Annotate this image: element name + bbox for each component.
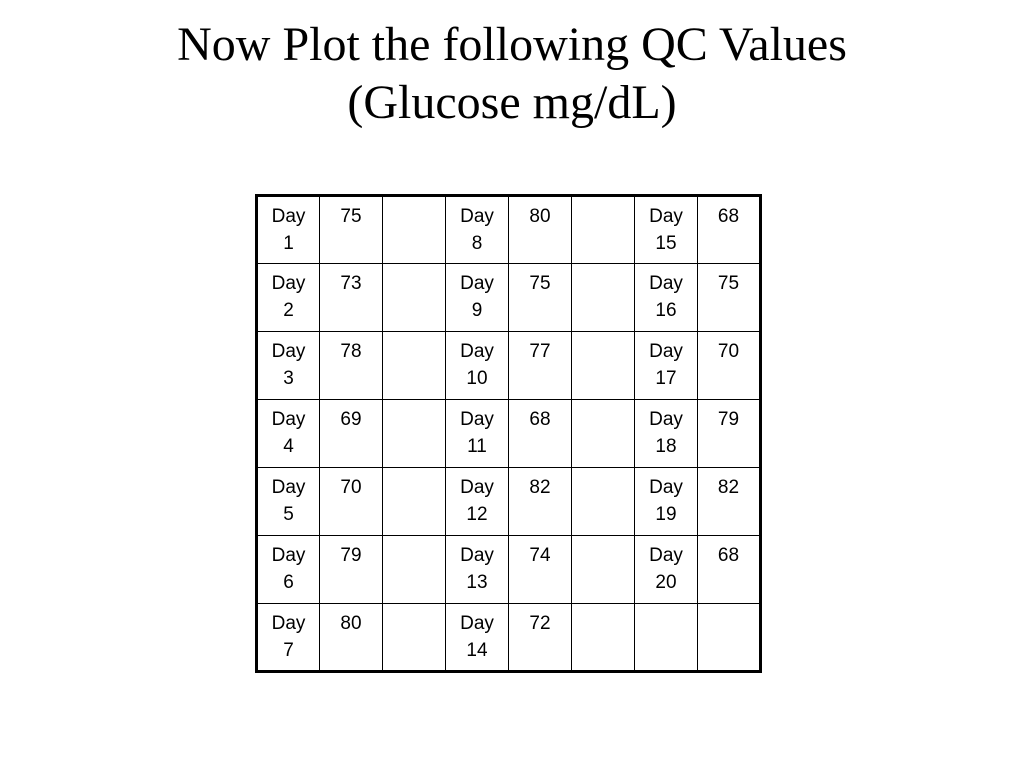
- blank-cell: [572, 400, 635, 468]
- blank-cell: [383, 264, 446, 332]
- day-cell: [446, 604, 509, 672]
- glucose-value: 77: [529, 341, 551, 362]
- glucose-value-cell: [509, 400, 572, 468]
- blank-cell: [572, 604, 635, 672]
- day-label: Day: [271, 477, 306, 498]
- glucose-value-cell: [698, 400, 761, 468]
- day-number: 4: [283, 436, 294, 457]
- glucose-value: 79: [717, 409, 740, 430]
- glucose-value: 70: [717, 341, 740, 362]
- title-line-2: (Glucose mg/dL): [347, 76, 677, 129]
- table-row: [257, 264, 761, 332]
- day-cell: [635, 468, 698, 536]
- day-cell: [257, 400, 320, 468]
- glucose-value-cell: [698, 332, 761, 400]
- glucose-value: 68: [717, 545, 740, 566]
- slide-title: [0, 16, 1024, 132]
- day-number: 8: [471, 233, 483, 254]
- day-cell: [446, 196, 509, 264]
- table-row: [257, 332, 761, 400]
- glucose-value-cell: [509, 332, 572, 400]
- day-cell: [446, 468, 509, 536]
- day-label: Day: [460, 477, 494, 498]
- day-cell: [446, 332, 509, 400]
- glucose-value-cell: [320, 264, 383, 332]
- day-label: Day: [271, 613, 306, 634]
- day-cell: [635, 264, 698, 332]
- day-number: 6: [283, 572, 294, 593]
- glucose-value-cell: [698, 264, 761, 332]
- day-label: Day: [271, 341, 306, 362]
- day-number: 13: [466, 572, 488, 593]
- day-cell: [257, 196, 320, 264]
- day-label: Day: [649, 409, 683, 430]
- glucose-value: 68: [529, 409, 551, 430]
- glucose-value-cell: [698, 536, 761, 604]
- table-row: [257, 468, 761, 536]
- day-number: 3: [283, 368, 294, 389]
- day-cell: [257, 332, 320, 400]
- day-label: Day: [460, 409, 494, 430]
- table-row: [257, 400, 761, 468]
- day-cell: [257, 604, 320, 672]
- glucose-value: 75: [529, 273, 551, 294]
- glucose-value-cell: [320, 604, 383, 672]
- day-number: 11: [467, 436, 487, 457]
- glucose-value: 68: [717, 206, 740, 227]
- day-number: 7: [283, 640, 294, 661]
- blank-cell: [383, 536, 446, 604]
- day-label: Day: [460, 545, 494, 566]
- day-number: 2: [283, 300, 294, 321]
- day-cell: [257, 536, 320, 604]
- glucose-value-cell: [698, 196, 761, 264]
- blank-cell: [383, 196, 446, 264]
- glucose-value-cell: [320, 536, 383, 604]
- glucose-value: 82: [717, 477, 740, 498]
- day-number: 12: [466, 504, 488, 525]
- blank-cell: [383, 604, 446, 672]
- day-cell: [635, 604, 698, 672]
- day-cell: [446, 400, 509, 468]
- day-cell: [257, 468, 320, 536]
- glucose-value-cell: [320, 400, 383, 468]
- glucose-value: 75: [340, 206, 362, 227]
- day-label: Day: [649, 545, 683, 566]
- glucose-value-cell: [698, 604, 761, 672]
- table-row: [257, 196, 761, 264]
- glucose-value: 80: [529, 206, 551, 227]
- day-label: Day: [460, 206, 494, 227]
- day-cell: [635, 332, 698, 400]
- day-number: 17: [655, 368, 677, 389]
- day-label: Day: [460, 613, 494, 634]
- day-number: 1: [283, 233, 294, 254]
- day-number: 19: [655, 504, 677, 525]
- day-label: Day: [460, 273, 494, 294]
- glucose-value: 80: [340, 613, 362, 634]
- glucose-value: 74: [529, 545, 551, 566]
- day-label: Day: [649, 273, 683, 294]
- glucose-value: 75: [717, 273, 740, 294]
- day-number: 18: [655, 436, 677, 457]
- glucose-value: 78: [340, 341, 362, 362]
- day-cell: [635, 400, 698, 468]
- blank-cell: [572, 468, 635, 536]
- glucose-value-cell: [698, 468, 761, 536]
- day-label: Day: [271, 273, 306, 294]
- blank-cell: [383, 400, 446, 468]
- blank-cell: [383, 332, 446, 400]
- glucose-value: 73: [340, 273, 362, 294]
- day-number: 10: [466, 368, 488, 389]
- qc-values-table: [255, 194, 762, 673]
- glucose-value-cell: [509, 264, 572, 332]
- day-cell: [257, 264, 320, 332]
- day-label: Day: [649, 341, 683, 362]
- glucose-value-cell: [320, 468, 383, 536]
- blank-cell: [572, 264, 635, 332]
- glucose-value-cell: [320, 196, 383, 264]
- blank-cell: [572, 332, 635, 400]
- day-cell: [446, 536, 509, 604]
- day-number: 16: [655, 300, 677, 321]
- glucose-value: 70: [340, 477, 362, 498]
- glucose-value-cell: [509, 196, 572, 264]
- glucose-value-cell: [509, 604, 572, 672]
- glucose-value: 82: [529, 477, 551, 498]
- day-label: Day: [271, 206, 306, 227]
- day-number: 14: [466, 640, 488, 661]
- day-cell: [635, 536, 698, 604]
- day-number: 15: [655, 233, 677, 254]
- title-line-1: Now Plot the following QC Values: [177, 18, 847, 71]
- day-label: Day: [460, 341, 494, 362]
- table-row: [257, 604, 761, 672]
- glucose-value-cell: [509, 536, 572, 604]
- day-cell: [446, 264, 509, 332]
- table-row: [257, 536, 761, 604]
- day-label: Day: [271, 409, 306, 430]
- glucose-value-cell: [320, 332, 383, 400]
- glucose-value: 79: [340, 545, 362, 566]
- glucose-value: 72: [529, 613, 551, 634]
- day-cell: [635, 196, 698, 264]
- blank-cell: [572, 536, 635, 604]
- blank-cell: [572, 196, 635, 264]
- day-number: 20: [655, 572, 677, 593]
- day-number: 9: [471, 300, 483, 321]
- day-label: Day: [649, 206, 683, 227]
- day-number: 5: [283, 504, 294, 525]
- glucose-value-cell: [509, 468, 572, 536]
- glucose-value: 69: [340, 409, 362, 430]
- blank-cell: [383, 468, 446, 536]
- day-label: Day: [649, 477, 683, 498]
- day-label: Day: [271, 545, 306, 566]
